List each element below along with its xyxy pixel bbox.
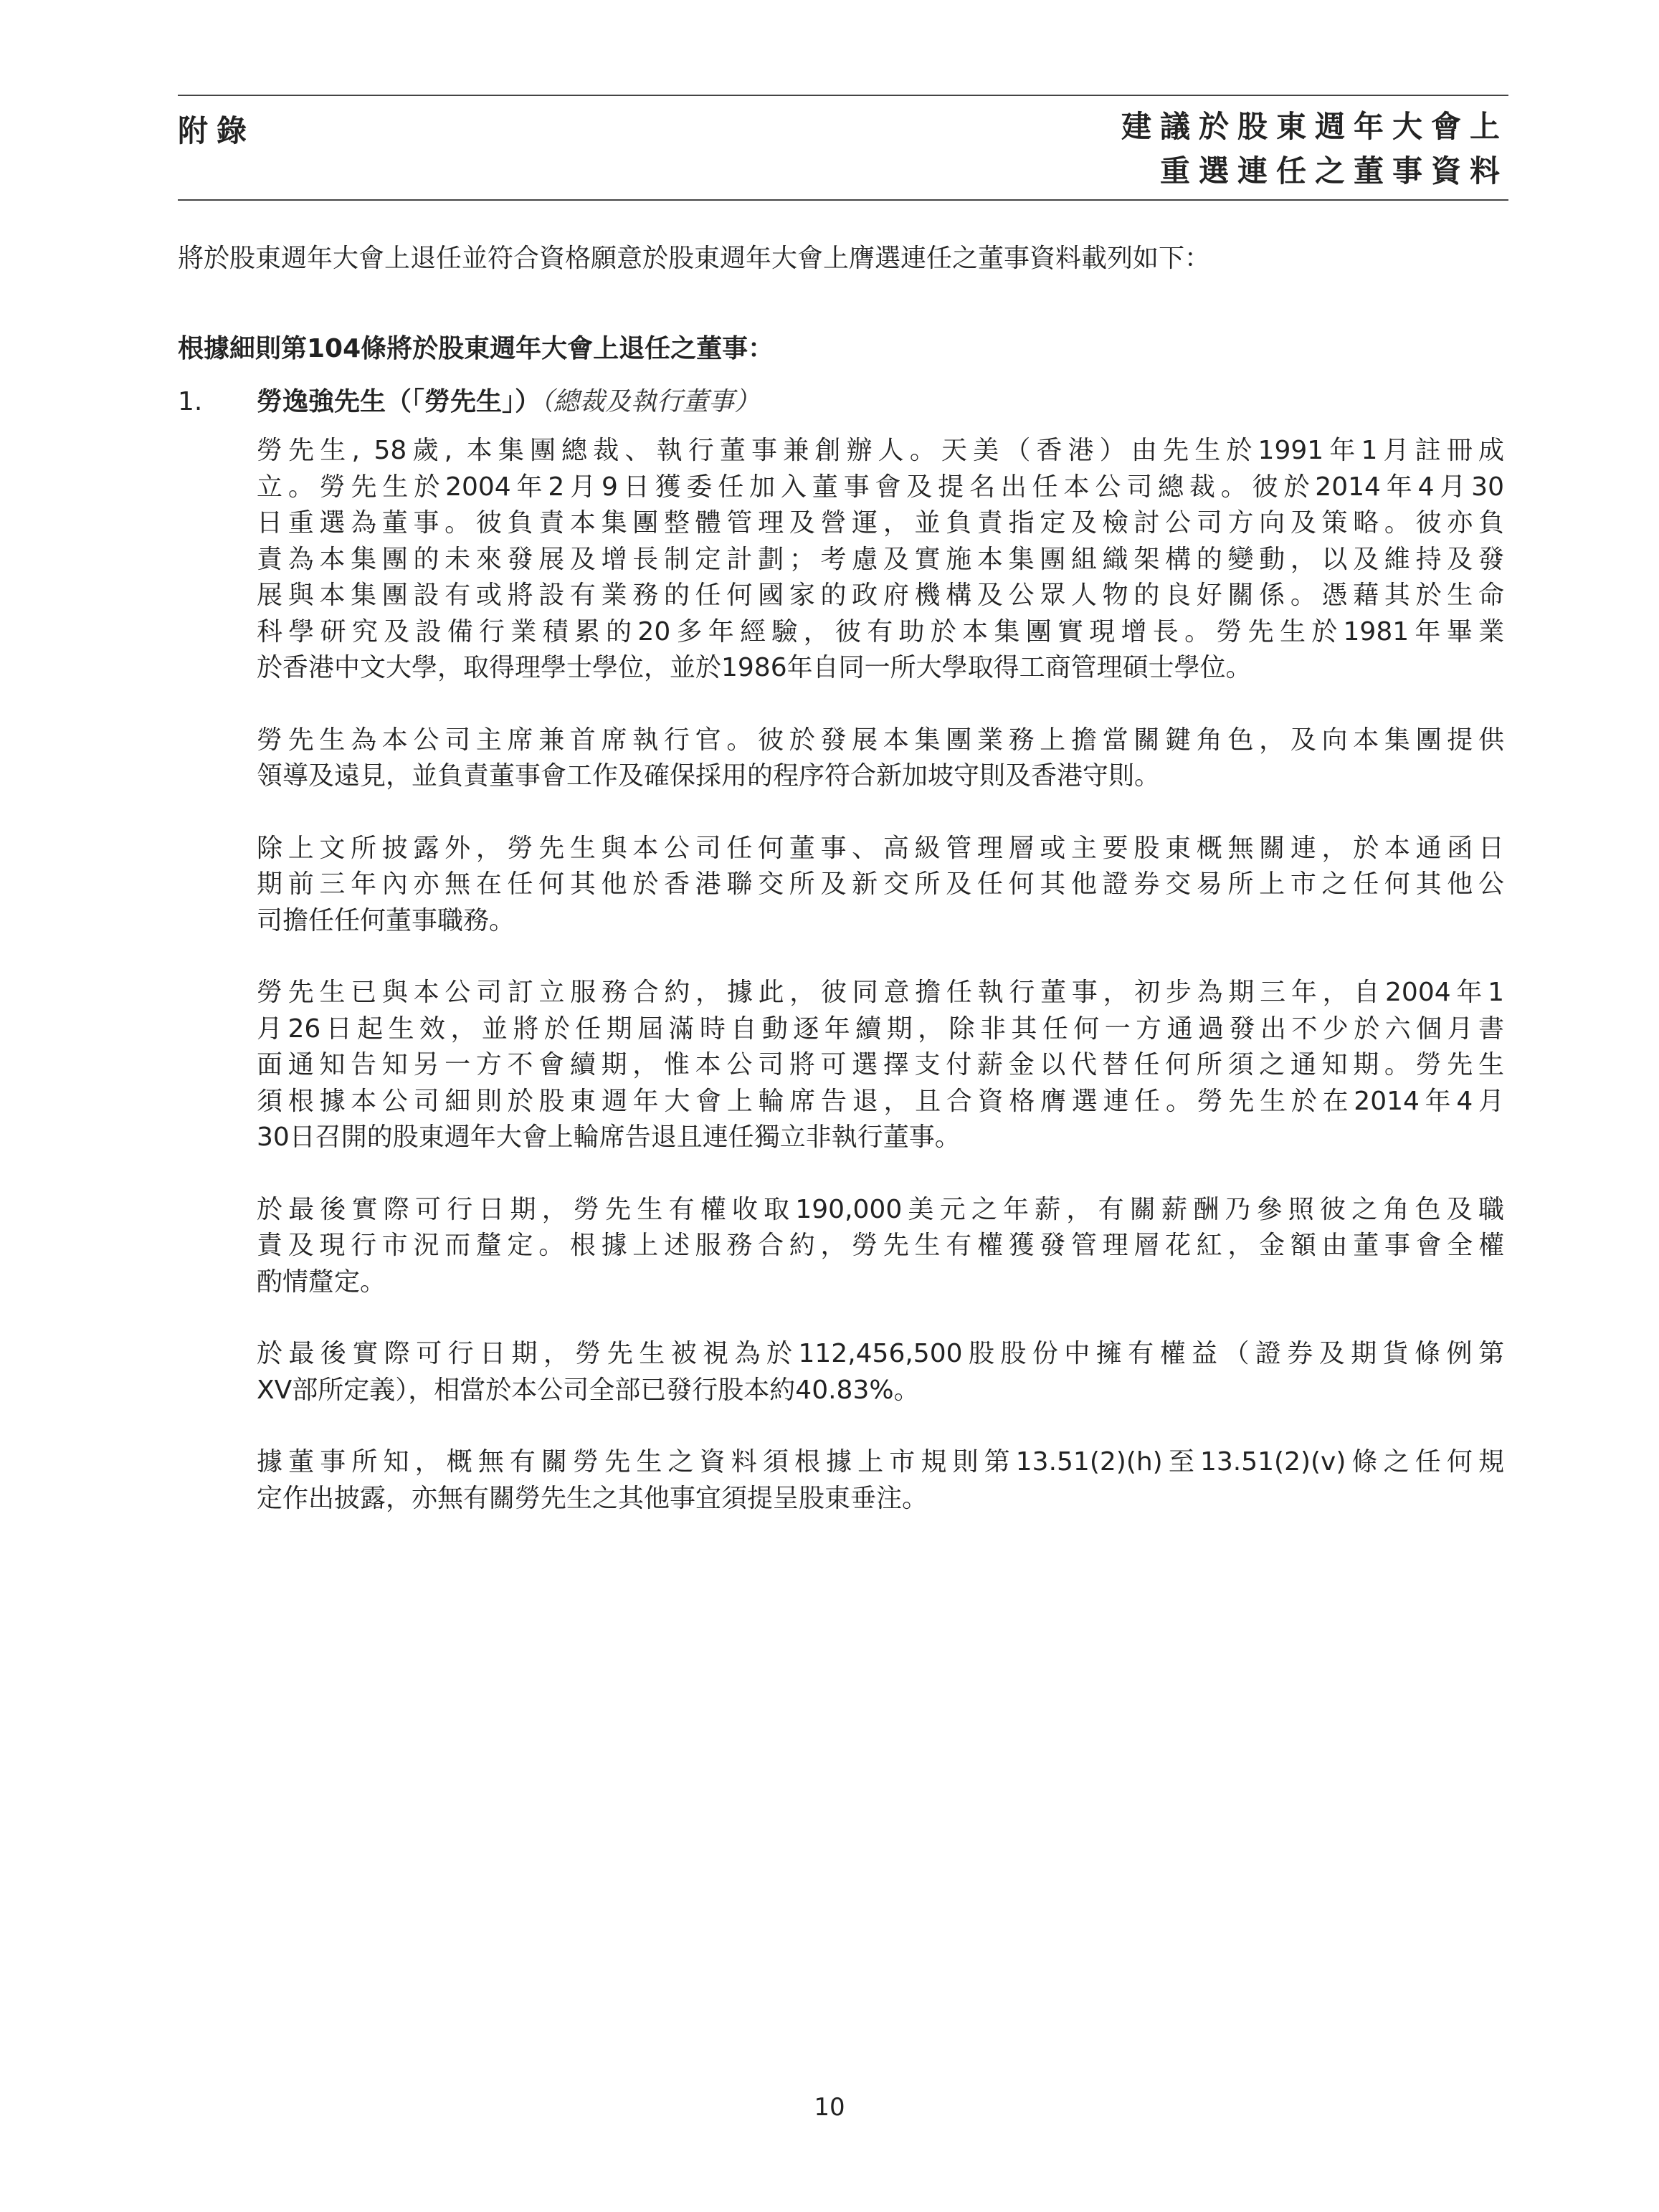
section-heading: 根據細則第104條將於股東週年大會上退任之董事： (178, 334, 774, 363)
paragraph-line: 月26日起生效，並將於任期屆滿時自動逐年續期，除非其任何一方通過發出不少於六個月書 (257, 1014, 1504, 1044)
paragraph-line: XV部所定義），相當於本公司全部已發行股本約40.83%。 (257, 1375, 920, 1405)
page-number: 10 (814, 2093, 845, 2122)
biography-paragraph (257, 1192, 1504, 1301)
director-item-title (178, 381, 760, 418)
paragraph-line: 責為本集團的未來發展及增長制定計劃；考慮及實施本集團組織架構的變動，以及維持及發 (257, 544, 1504, 574)
biography-paragraph (257, 1444, 1504, 1517)
director-role: （總裁及執行董事） (541, 387, 761, 416)
paragraph-line: 期前三年內亦無在任何其他於香港聯交所及新交所及任何其他證券交易所上市之任何其他公 (257, 869, 1504, 899)
paragraph-line: 據董事所知，概無有關勞先生之資料須根據上市規則第13.51(2)(h)至13.51(2)(v)條之任何規 (257, 1447, 1504, 1477)
director-biography (257, 433, 1504, 1553)
intro-paragraph: 將於股東週年大會上退任並符合資格願意於股東週年大會上膺選連任之董事資料載列如下： (178, 244, 1211, 273)
paragraph-line: 勞先生已與本公司訂立服務合約，據此，彼同意擔任執行董事，初步為期三年，自2004年1 (257, 978, 1504, 1007)
paragraph-line: 於香港中文大學，取得理學士學位，並於1986年自同一所大學取得工商管理碩士學位。 (257, 653, 1252, 682)
header-bottom-rule (178, 199, 1508, 201)
paragraph-line: 勞先生, 58歲, 本集團總裁、執行董事兼創辦人。天美（香港）由先生於1991年1月註冊成 (257, 436, 1504, 465)
header-top-rule (178, 95, 1508, 96)
biography-paragraph (257, 1336, 1504, 1408)
paragraph-line: 於最後實際可行日期，勞先生被視為於112,456,500股股份中擁有權益（證券及期貨條例第 (257, 1339, 1504, 1368)
paragraph-line: 日重選為董事。彼負責本集團整體管理及營運，並負責指定及檢討公司方向及策略。彼亦負 (257, 508, 1504, 538)
paragraph-line: 展與本集團設有或將設有業務的任何國家的政府機構及公眾人物的良好關係。憑藉其於生命 (257, 581, 1504, 610)
header-appendix-label: 附錄 (178, 113, 256, 148)
paragraph-line: 除上文所披露外，勞先生與本公司任何董事、高級管理層或主要股東概無關連，於本通函日 (257, 833, 1504, 863)
paragraph-line: 面通知告知另一方不會續期，惟本公司將可選擇支付薪金以代替任何所須之通知期。勞先生 (257, 1050, 1504, 1079)
paragraph-line: 於最後實際可行日期，勞先生有權收取190,000美元之年薪，有關薪酬乃參照彼之角色及職 (257, 1194, 1504, 1224)
paragraph-line: 責及現行市況而釐定。根據上述服務合約，勞先生有權獲發管理層花紅，金額由董事會全權 (257, 1231, 1504, 1260)
biography-paragraph (257, 433, 1504, 687)
item-number: 1. (178, 387, 203, 416)
paragraph-line: 立。勞先生於2004年2月9日獲委任加入董事會及提名出任本公司總裁。彼於2014年4月30 (257, 472, 1504, 502)
paragraph-line: 司擔任任何董事職務。 (257, 905, 515, 935)
header-title (1121, 105, 1508, 194)
biography-paragraph (257, 975, 1504, 1156)
header-title-line-1: 建議於股東週年大會上 (1121, 109, 1508, 144)
biography-paragraph (257, 831, 1504, 940)
paragraph-line: 領導及遠見，並負責董事會工作及確保採用的程序符合新加坡守則及香港守則。 (257, 761, 1161, 791)
paragraph-line: 須根據本公司細則於股東週年大會上輪席告退，且合資格膺選連任。勞先生於在2014年4月 (257, 1086, 1504, 1116)
biography-paragraph (257, 723, 1504, 795)
paragraph-line: 定作出披露，亦無有關勞先生之其他事宜須提呈股東垂注。 (257, 1483, 928, 1513)
paragraph-line: 科學研究及設備行業積累的20多年經驗，彼有助於本集團實現增長。勞先生於1981年畢業 (257, 616, 1504, 647)
header-title-line-2: 重選連任之董事資料 (1159, 153, 1508, 189)
paragraph-line: 勞先生為本公司主席兼首席執行官。彼於發展本集團業務上擔當關鍵角色，及向本集團提供 (257, 725, 1504, 755)
paragraph-line: 30日召開的股東週年大會上輪席告退且連任獨立非執行董事。 (257, 1122, 961, 1152)
director-name: 勞逸強先生（「勞先生」） (257, 387, 541, 416)
paragraph-line: 酌情釐定。 (257, 1267, 386, 1297)
